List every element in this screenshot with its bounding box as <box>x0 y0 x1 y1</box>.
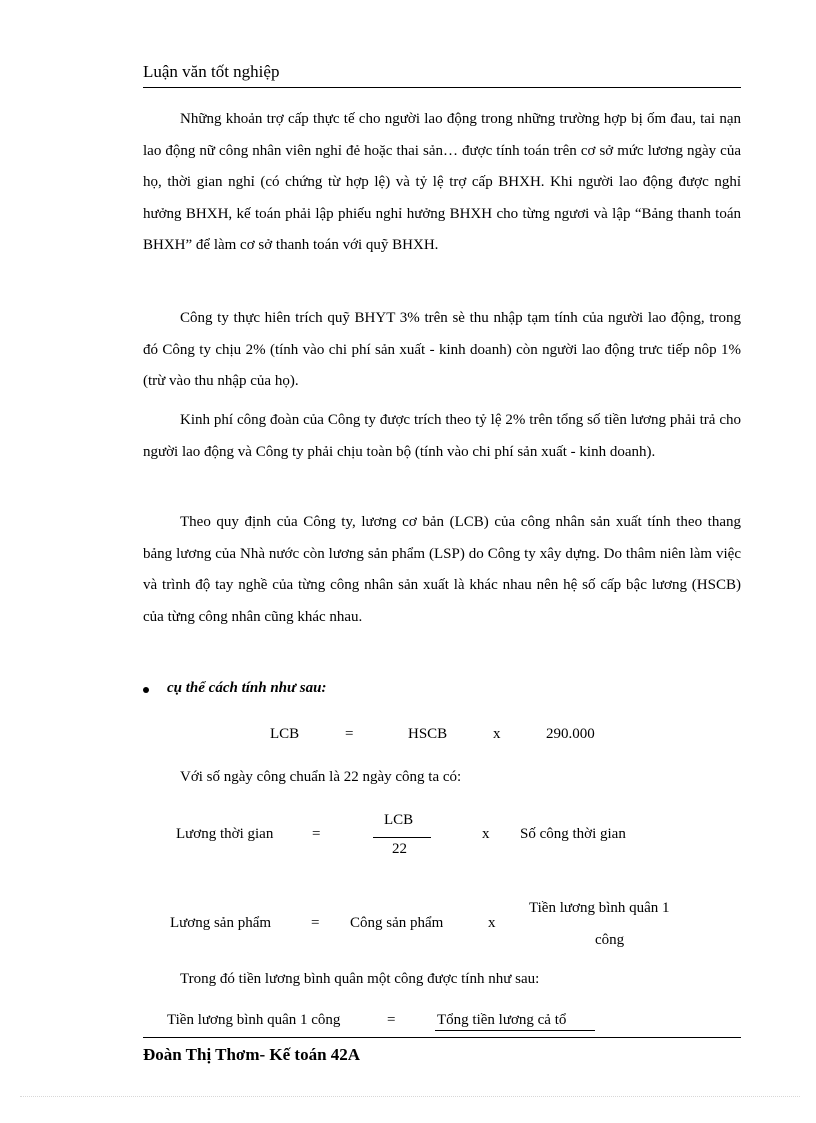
footer-rule <box>143 1037 741 1038</box>
formula-time-salary-denominator: 22 <box>392 841 407 857</box>
formula-product-salary-lhs: Lương sản phẩm <box>170 915 272 931</box>
formula-lcb-base-value: 290.000 <box>546 726 595 742</box>
formula-product-salary-rhs-line2: công <box>595 932 625 948</box>
formula-product-salary-workdays: Công sản phẩm <box>350 915 444 931</box>
page-edge-divider <box>20 1096 800 1097</box>
page-footer: Đoàn Thị Thơm- Kế toán 42A <box>143 1045 361 1064</box>
formula-product-salary-times: x <box>488 915 496 931</box>
formula-average-wage-equals: = <box>387 1012 396 1028</box>
paragraph-salary-policy: Theo quy định của Công ty, lương cơ bản (LCB) của công nhân sản xuất tính theo thang bảng lương của Nhà nước còn lương sản phẩm (LSP) do Công ty xây dựng. Do thâm niên làm việc và trình độ tay nghề của từng công nhân sản xuất là khác nhau nên hệ số cấp bậc lương (HSCB) của từng công nhân cũng khác nhau. <box>143 514 741 625</box>
formula-lcb-lhs: LCB <box>270 726 300 742</box>
formula-time-salary-rhs: Số công thời gian <box>520 826 626 842</box>
formula-product-salary-equals: = <box>311 915 320 931</box>
bullet-dot-icon <box>143 687 149 693</box>
bullet-text: cụ thể cách tính như sau: <box>167 680 327 696</box>
formula-average-wage-numerator: Tổng tiền lương cả tổ <box>437 1012 567 1028</box>
formula-time-salary-numerator: LCB <box>384 812 414 828</box>
formula-average-wage-lhs: Tiền lương bình quân 1 công <box>167 1012 341 1028</box>
formula-product-salary-rhs-line1: Tiền lương bình quân 1 <box>529 900 670 916</box>
header-rule <box>143 87 741 88</box>
formula-time-salary-lhs: Lương thời gian <box>176 826 274 842</box>
formula-time-salary-times: x <box>482 826 490 842</box>
paragraph-health-insurance: Công ty thực hiên trích quỹ BHYT 3% trên sè thu nhập tạm tính của người lao động, trong đó Công ty chịu 2% (tính vào chi phí sản xuất - kinh doanh) còn người lao động trưc tiếp nôp 1% (trừ vào thu nhập của họ). <box>143 310 741 390</box>
note-standard-days: Với số ngày công chuẩn là 22 ngày công ta có: <box>180 769 462 785</box>
formula-lcb-coefficient: HSCB <box>408 726 448 742</box>
formula-time-salary-fraction-bar <box>373 837 431 838</box>
note-average-wage: Trong đó tiền lương bình quân một công được tính như sau: <box>180 971 540 987</box>
formula-lcb-equals: = <box>345 726 354 742</box>
formula-time-salary-equals: = <box>312 826 321 842</box>
formula-average-wage-fraction-bar <box>435 1030 595 1031</box>
paragraph-union-fee: Kinh phí công đoàn của Công ty được trích theo tỷ lệ 2% trên tổng số tiền lương phải trả cho người lao động và Công ty phải chịu toàn bộ (tính vào chi phí sản xuất - kinh doanh). <box>143 412 741 460</box>
formula-lcb-times: x <box>493 726 501 742</box>
page-header-title: Luận văn tốt nghiệp <box>143 62 280 81</box>
paragraph-benefits: Những khoản trợ cấp thực tế cho người lao động trong những trường hợp bị ốm đau, tai nạn lao động nữ công nhân viên nghỉ đẻ hoặc thai sản… được tính toán trên cơ sở mức lương ngày của họ, thời gian nghỉ (có chứng từ hợp lệ) và tỷ lệ trợ cấp BHXH. Khi người lao động được nghỉ hưởng BHXH, kế toán phải lập phiếu nghỉ hưởng BHXH cho từng ngươi và lập “Bảng thanh toán BHXH” để làm cơ sở thanh toán với quỹ BHXH. <box>143 111 741 254</box>
